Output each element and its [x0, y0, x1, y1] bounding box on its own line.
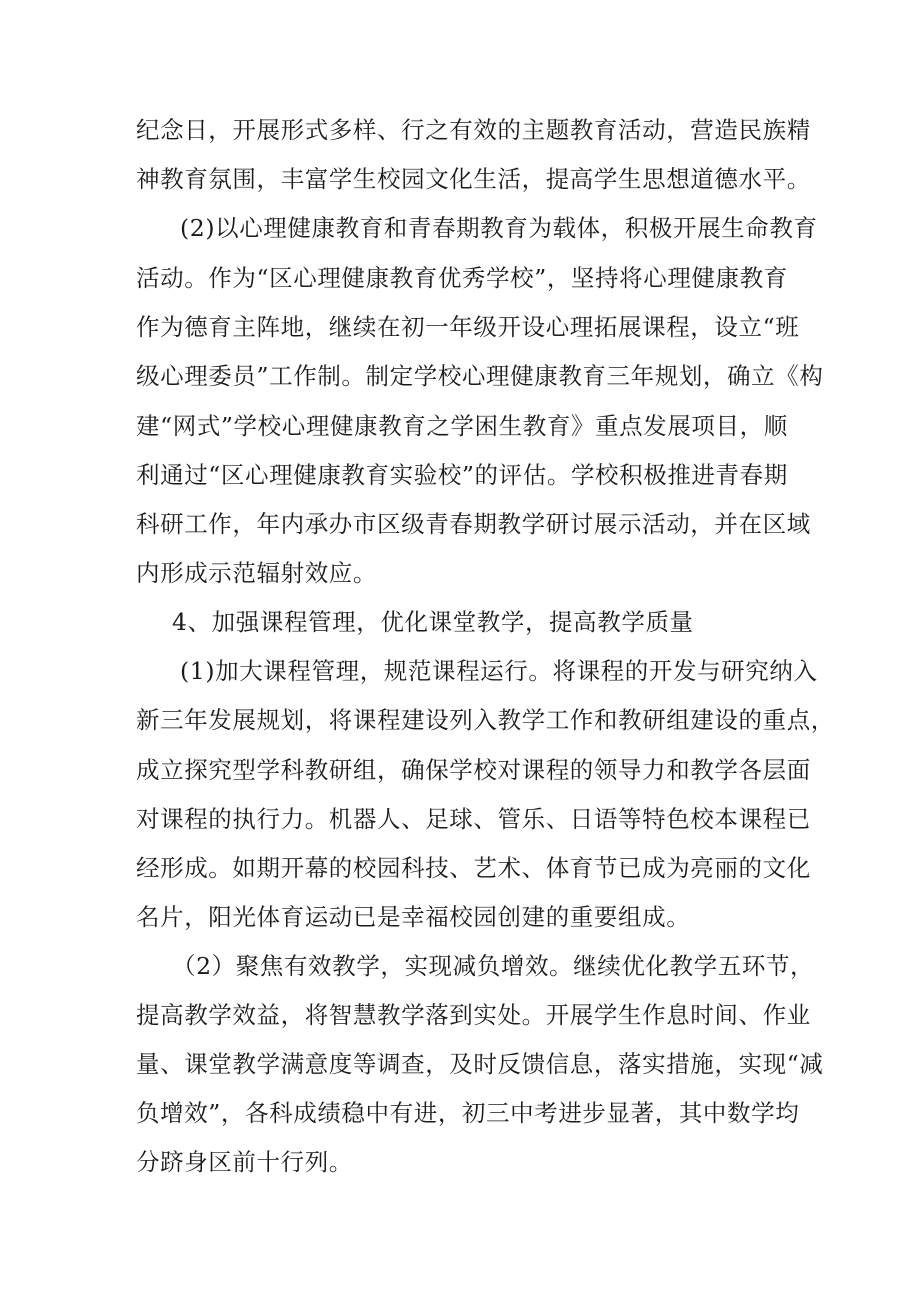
text-line: 科研工作，年内承办市区级青春期教学研讨展示活动，并在区域	[136, 510, 811, 538]
text-line: 建“网式”学校心理健康教育之学困生教育》重点发展项目，顺	[136, 412, 788, 440]
text-line: （2）聚焦有效教学，实现减负增效。继续优化教学五环节，	[172, 952, 815, 980]
text-line: 分跻身区前十行列。	[136, 1148, 353, 1176]
text-line: 内形成示范辐射效应。	[136, 559, 377, 587]
text-line: 纪念日，开展形式多样、行之有效的主题教育活动，营造民族精	[136, 116, 811, 144]
text-line: 利通过“区心理健康教育实验校”的评估。学校积极推进青春期	[136, 461, 788, 489]
text-line: 神教育氛围，丰富学生校园文化生活，提高学生思想道德水平。	[136, 165, 811, 193]
text-line: (2)以心理健康教育和青春期教育为载体，积极开展生命教育	[180, 214, 818, 242]
text-line: 作为德育主阵地，继续在初一年级开设心理拓展课程，设立“班	[136, 313, 800, 341]
text-line: 经形成。如期开幕的校园科技、艺术、体育节已成为亮丽的文化	[136, 854, 811, 882]
section-heading: 4、加强课程管理，优化课堂教学，提高教学质量	[172, 608, 694, 636]
text-line: 新三年发展规划，将课程建设列入教学工作和教研组建设的重点，	[136, 706, 835, 734]
text-line: 成立探究型学科教研组，确保学校对课程的领导力和教学各层面	[136, 756, 811, 784]
text-line: 负增效”，各科成绩稳中有进，初三中考进步显著，其中数学均	[136, 1099, 800, 1127]
text-line: 量、课堂教学满意度等调查，及时反馈信息，落实措施，实现“减	[136, 1050, 824, 1078]
text-line: 级心理委员”工作制。制定学校心理健康教育三年规划，确立《构	[136, 362, 824, 390]
text-line: 名片，阳光体育运动已是幸福校园创建的重要组成。	[136, 903, 691, 931]
text-line: 提高教学效益，将智慧教学落到实处。开展学生作息时间、作业	[136, 1001, 811, 1029]
text-line: 活动。作为“区心理健康教育优秀学校”，坚持将心理健康教育	[136, 264, 788, 292]
text-line: (1)加大课程管理，规范课程运行。将课程的开发与研究纳入	[180, 657, 818, 685]
text-line: 对课程的执行力。机器人、足球、管乐、日语等特色校本课程已	[136, 805, 811, 833]
